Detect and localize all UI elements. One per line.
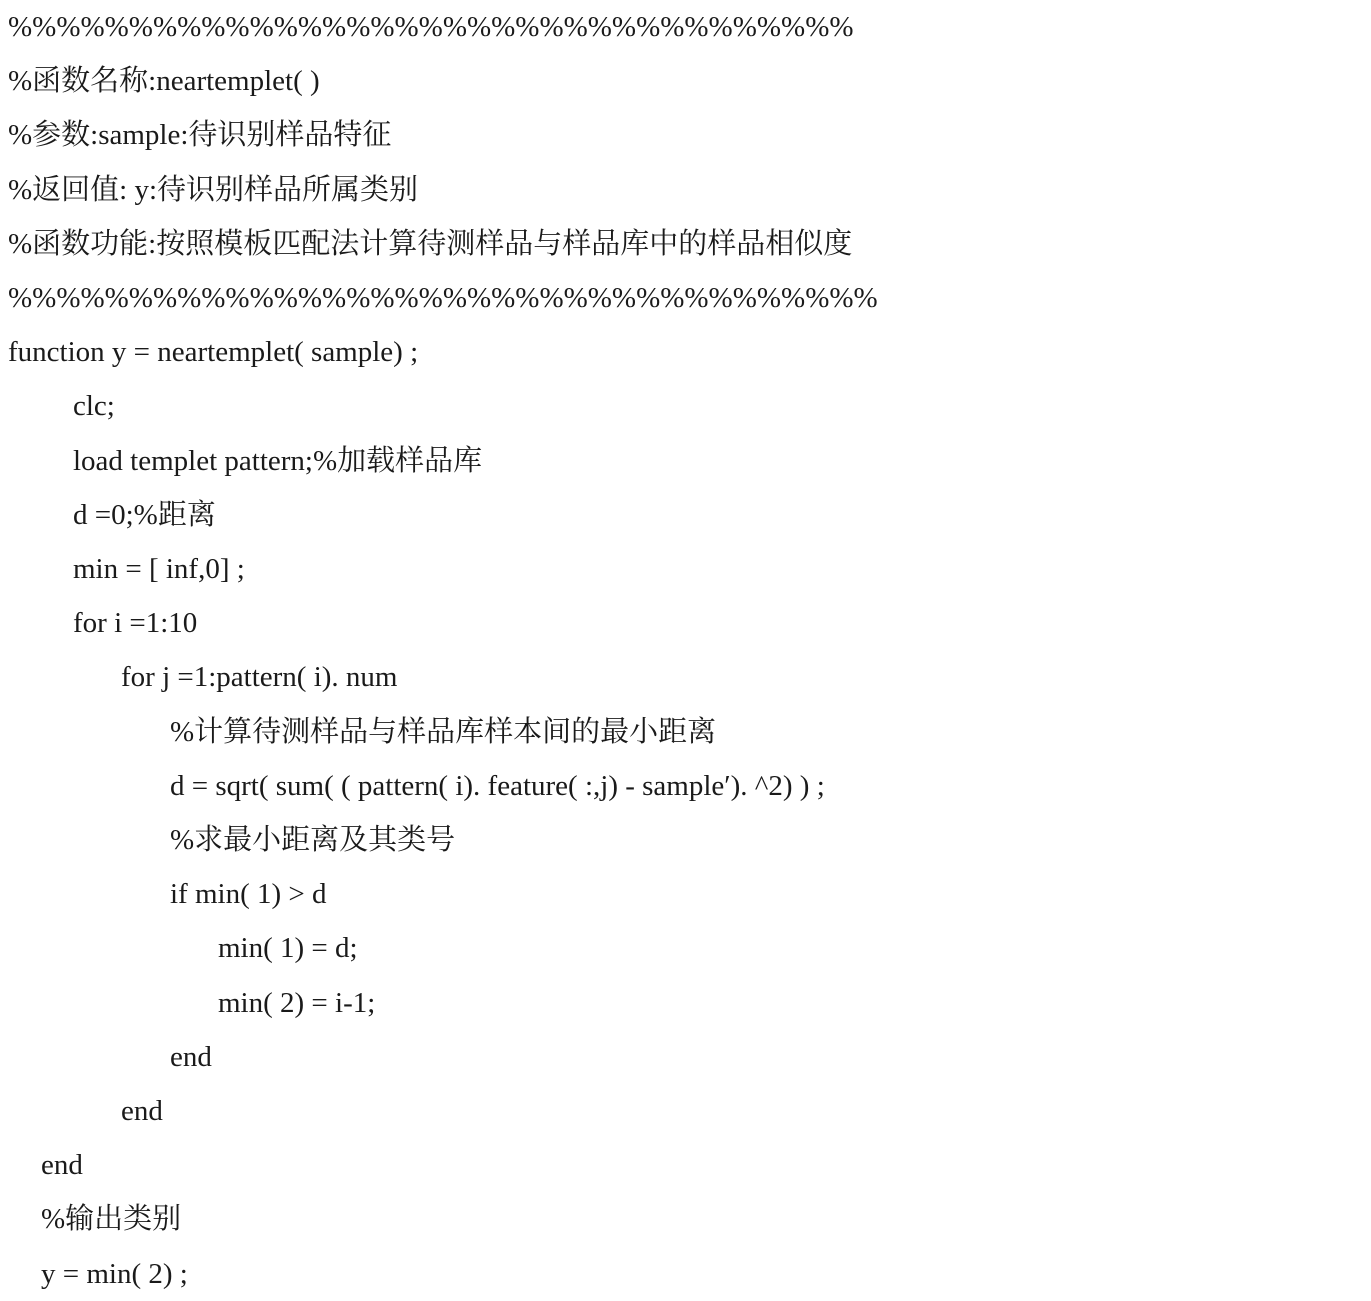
code-line: function y = neartemplet( sample) ; <box>8 336 419 369</box>
code-line: min( 1) = d; <box>218 932 358 965</box>
code-line: d =0;%距离 <box>73 498 216 531</box>
code-line: end <box>41 1149 83 1182</box>
code-line: %函数名称:neartemplet( ) <box>8 65 320 98</box>
code-line: y = min( 2) ; <box>41 1257 188 1290</box>
code-line: load templet pattern;%加载样品库 <box>73 444 483 477</box>
code-line: d = sqrt( sum( ( pattern( i). feature( :,j) - sample′). ^2) ) ; <box>170 769 825 802</box>
code-line: %%%%%%%%%%%%%%%%%%%%%%%%%%%%%%%%%%% <box>8 11 854 43</box>
code-line: min = [ inf,0] ; <box>73 553 245 585</box>
code-line: %输出类别 <box>41 1203 182 1236</box>
code-line: end <box>121 1095 163 1127</box>
code-line: %计算待测样品与样品库样本间的最小距离 <box>170 715 717 748</box>
code-line: %求最小距离及其类号 <box>170 824 456 856</box>
code-line: %%%%%%%%%%%%%%%%%%%%%%%%%%%%%%%%%%%% <box>8 282 878 314</box>
code-line: %返回值: y:待识别样品所属类别 <box>8 173 419 206</box>
code-line: for j =1:pattern( i). num <box>121 661 398 694</box>
code-line: %函数功能:按照模板匹配法计算待测样品与样品库中的样品相似度 <box>8 227 853 260</box>
code-line: min( 2) = i-1; <box>218 986 376 1019</box>
code-line: clc; <box>73 390 115 423</box>
code-line: %参数:sample:待识别样品特征 <box>8 119 392 152</box>
code-line: if min( 1) > d <box>170 878 327 911</box>
code-line: end <box>170 1040 212 1073</box>
code-line: for i =1:10 <box>73 607 198 640</box>
